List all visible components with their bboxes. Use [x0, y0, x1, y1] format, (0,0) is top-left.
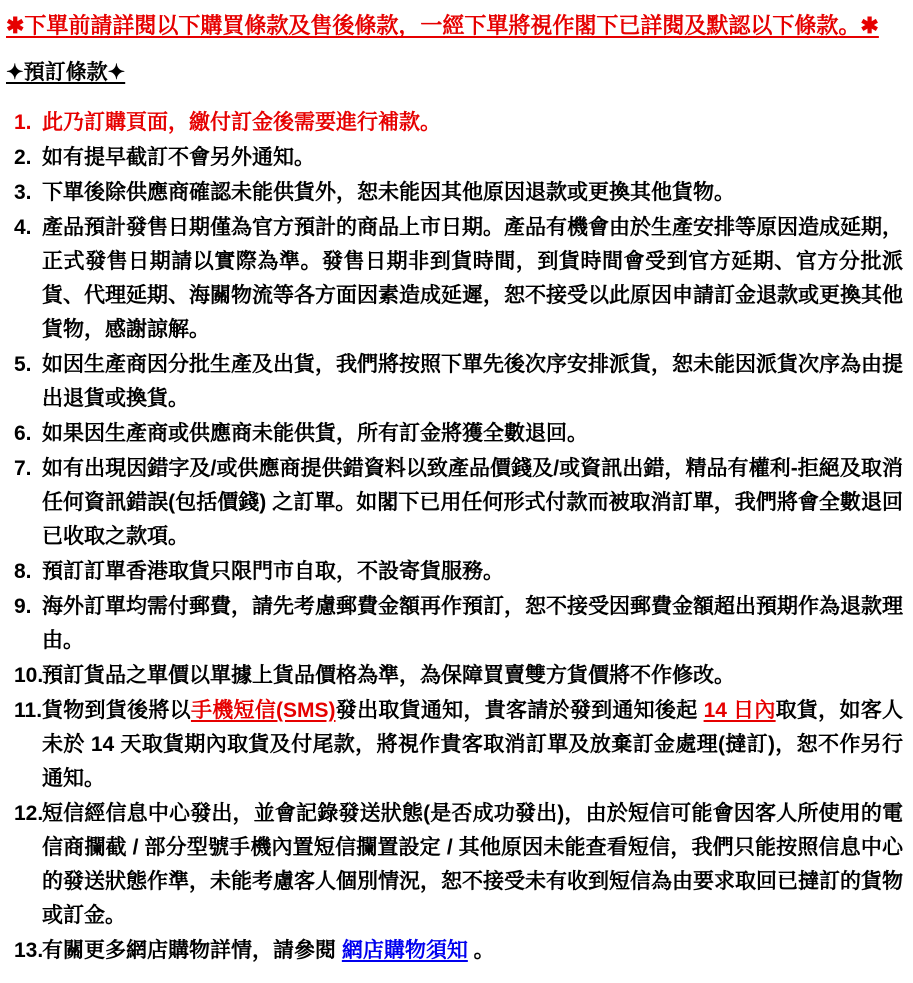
- term-text-segment: 如有提早截訂不會另外通知。: [42, 146, 315, 169]
- term-item-1: [6, 106, 905, 140]
- term-text-segment: 短信經信息中心發出，並會記錄發送狀態(是否成功發出)，由於短信可能會因客人所使用的電信商攔截 / 部分型號手機內置短信攔置設定 / 其他原因未能查看短信，我們只能按照信息中心的發送狀態作準，未能考慮客人個別情況，恕不接受未有收到短信為由要求取回已撻訂的貨物或訂金。: [42, 802, 903, 927]
- term-text-segment: 預訂訂單香港取貨只限門市自取，不設寄貨服務。: [42, 560, 504, 583]
- store-shopping-notice-link[interactable]: 網店購物須知: [341, 939, 468, 962]
- term-text-segment: 此乃訂購頁面，繳付訂金後需要進行補款。: [42, 111, 441, 134]
- term-number: 12.: [14, 802, 44, 825]
- term-text-segment: 。: [467, 939, 495, 962]
- term-number: 7.: [14, 457, 32, 480]
- term-text: [42, 590, 905, 658]
- term-text: [42, 106, 905, 140]
- term-text-segment: 如有出現因錯字及/或供應商提供錯資料以致產品價錢及/或資訊出錯，精品有權利-拒絕及取消任何資訊錯誤(包括價錢) 之訂單。如閣下已用任何形式付款而被取消訂單，我們將會全數退回已收取之款項。: [42, 457, 903, 548]
- term-text-segment: 發出取貨通知，貴客請於發到通知後起: [335, 699, 704, 722]
- term-item-2: [6, 141, 905, 175]
- term-number: 4.: [14, 216, 32, 239]
- highlighted-text: 14 日內: [703, 699, 776, 722]
- term-number: 9.: [14, 595, 32, 618]
- term-item-6: [6, 417, 905, 451]
- term-text: [42, 797, 905, 933]
- section-heading: ✦預訂條款✦: [6, 61, 126, 84]
- term-item-10: [6, 659, 905, 693]
- highlighted-text: 手機短信(SMS): [190, 699, 336, 722]
- term-text-segment: 如果因生產商或供應商未能供貨，所有訂金將獲全數退回。: [42, 422, 588, 445]
- term-text-segment: 有關更多網店購物詳情，請參閱: [42, 939, 342, 962]
- term-number: 2.: [14, 146, 32, 169]
- term-text: [42, 934, 905, 968]
- term-text: [42, 452, 905, 554]
- term-text-segment: 貨物到貨後將以: [42, 699, 191, 722]
- term-text: [42, 348, 905, 416]
- term-item-3: [6, 176, 905, 210]
- term-text-segment: 下單後除供應商確認未能供貨外，恕未能因其他原因退款或更換其他貨物。: [42, 181, 735, 204]
- term-text-segment: 產品預計發售日期僅為官方預計的商品上市日期。產品有機會由於生產安排等原因造成延期，正式發售日期請以實際為準。發售日期非到貨時間，到貨時間會受到官方延期、官方分批派貨、代理延期、海關物流等各方面因素造成延遲，恕不接受以此原因申請訂金退款或更換其他貨物，感謝諒解。: [42, 216, 903, 341]
- term-text-segment: 預訂貨品之單價以單據上貨品價格為準，為保障買賣雙方貨價將不作修改。: [42, 664, 735, 687]
- term-number: 13.: [14, 939, 44, 962]
- term-number: 1.: [14, 111, 32, 134]
- term-item-13: [6, 934, 905, 968]
- term-item-4: [6, 211, 905, 347]
- term-text-segment: 海外訂單均需付郵費，請先考慮郵費金額再作預訂，恕不接受因郵費金額超出預期作為退款理由。: [42, 595, 903, 652]
- term-number: 5.: [14, 353, 32, 376]
- term-text: [42, 417, 905, 451]
- terms-list: [6, 106, 905, 968]
- page-title: ✱下單前請詳閱以下購買條款及售後條款，一經下單將視作閣下已詳閱及默認以下條款。✱: [6, 13, 879, 38]
- term-text: [42, 141, 905, 175]
- term-number: 10.: [14, 664, 44, 687]
- term-text: [42, 659, 905, 693]
- term-number: 8.: [14, 560, 32, 583]
- term-item-11: [6, 694, 905, 796]
- term-item-9: [6, 590, 905, 658]
- term-number: 3.: [14, 181, 32, 204]
- term-text-segment: 取貨，如客人未於 14 天取貨期內取貨及付尾款，將視作貴客取消訂單及放棄訂金處理(撻訂)，恕不作另行通知。: [42, 699, 904, 790]
- term-text: [42, 555, 905, 589]
- term-item-7: [6, 452, 905, 554]
- term-item-8: [6, 555, 905, 589]
- term-item-5: [6, 348, 905, 416]
- term-text: [42, 211, 905, 347]
- term-text-segment: 如因生產商因分批生產及出貨，我們將按照下單先後次序安排派貨，恕未能因派貨次序為由提出退貨或換貨。: [42, 353, 903, 410]
- term-number: 6.: [14, 422, 32, 445]
- term-text: [42, 176, 905, 210]
- term-item-12: [6, 797, 905, 933]
- term-number: 11.: [14, 699, 43, 722]
- term-text: [42, 694, 905, 796]
